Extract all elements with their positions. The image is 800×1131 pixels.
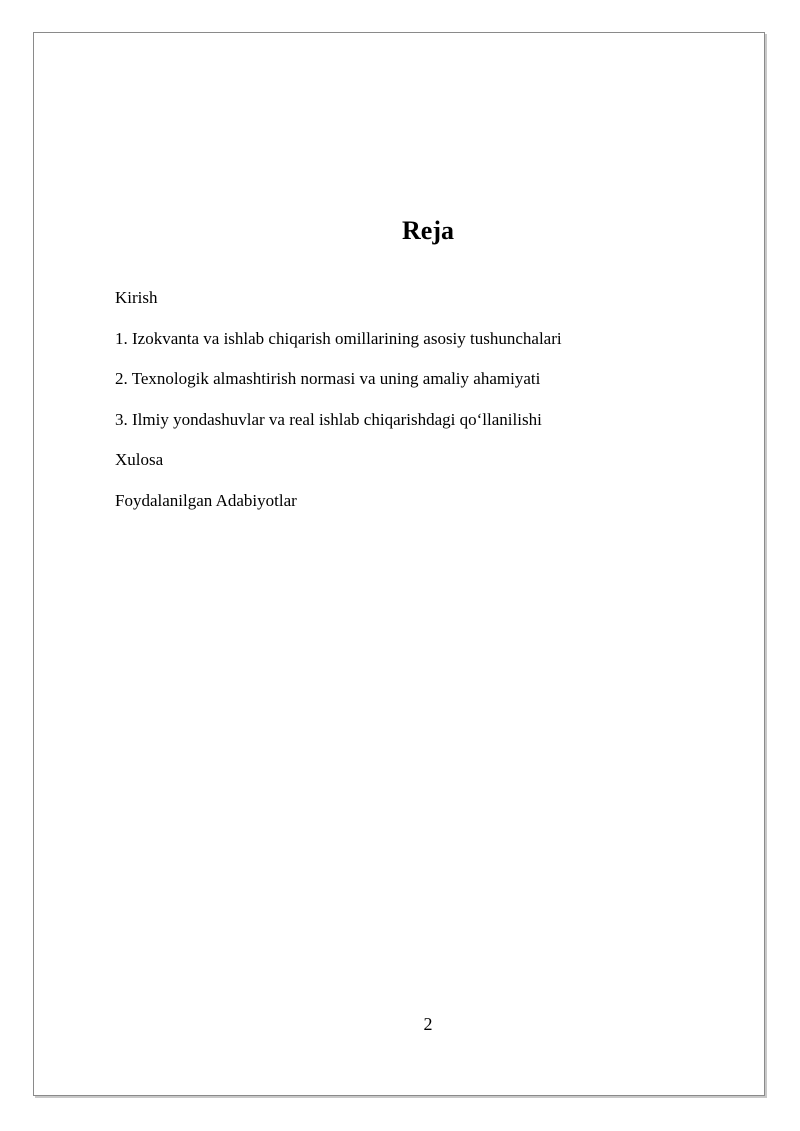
page-title: Reja [402,216,454,245]
toc-item-1: 1. Izokvanta va ishlab chiqarish omillarining asosiy tushunchalari [115,328,562,348]
toc-item-3: 3. Ilmiy yondashuvlar va real ishlab chiqarishdagi qo‘llanilishi [115,409,542,429]
toc-item-introduction: Kirish [115,288,158,307]
toc-item-conclusion: Xulosa [115,450,164,470]
table-of-contents [115,288,562,532]
page-number: 2 [423,1014,433,1034]
toc-item-references: Foydalanilgan Adabiyotlar [115,490,297,510]
toc-item-2: 2. Texnologik almashtirish normasi va uning amaliy ahamiyati [115,369,541,389]
page-frame [33,32,765,1096]
